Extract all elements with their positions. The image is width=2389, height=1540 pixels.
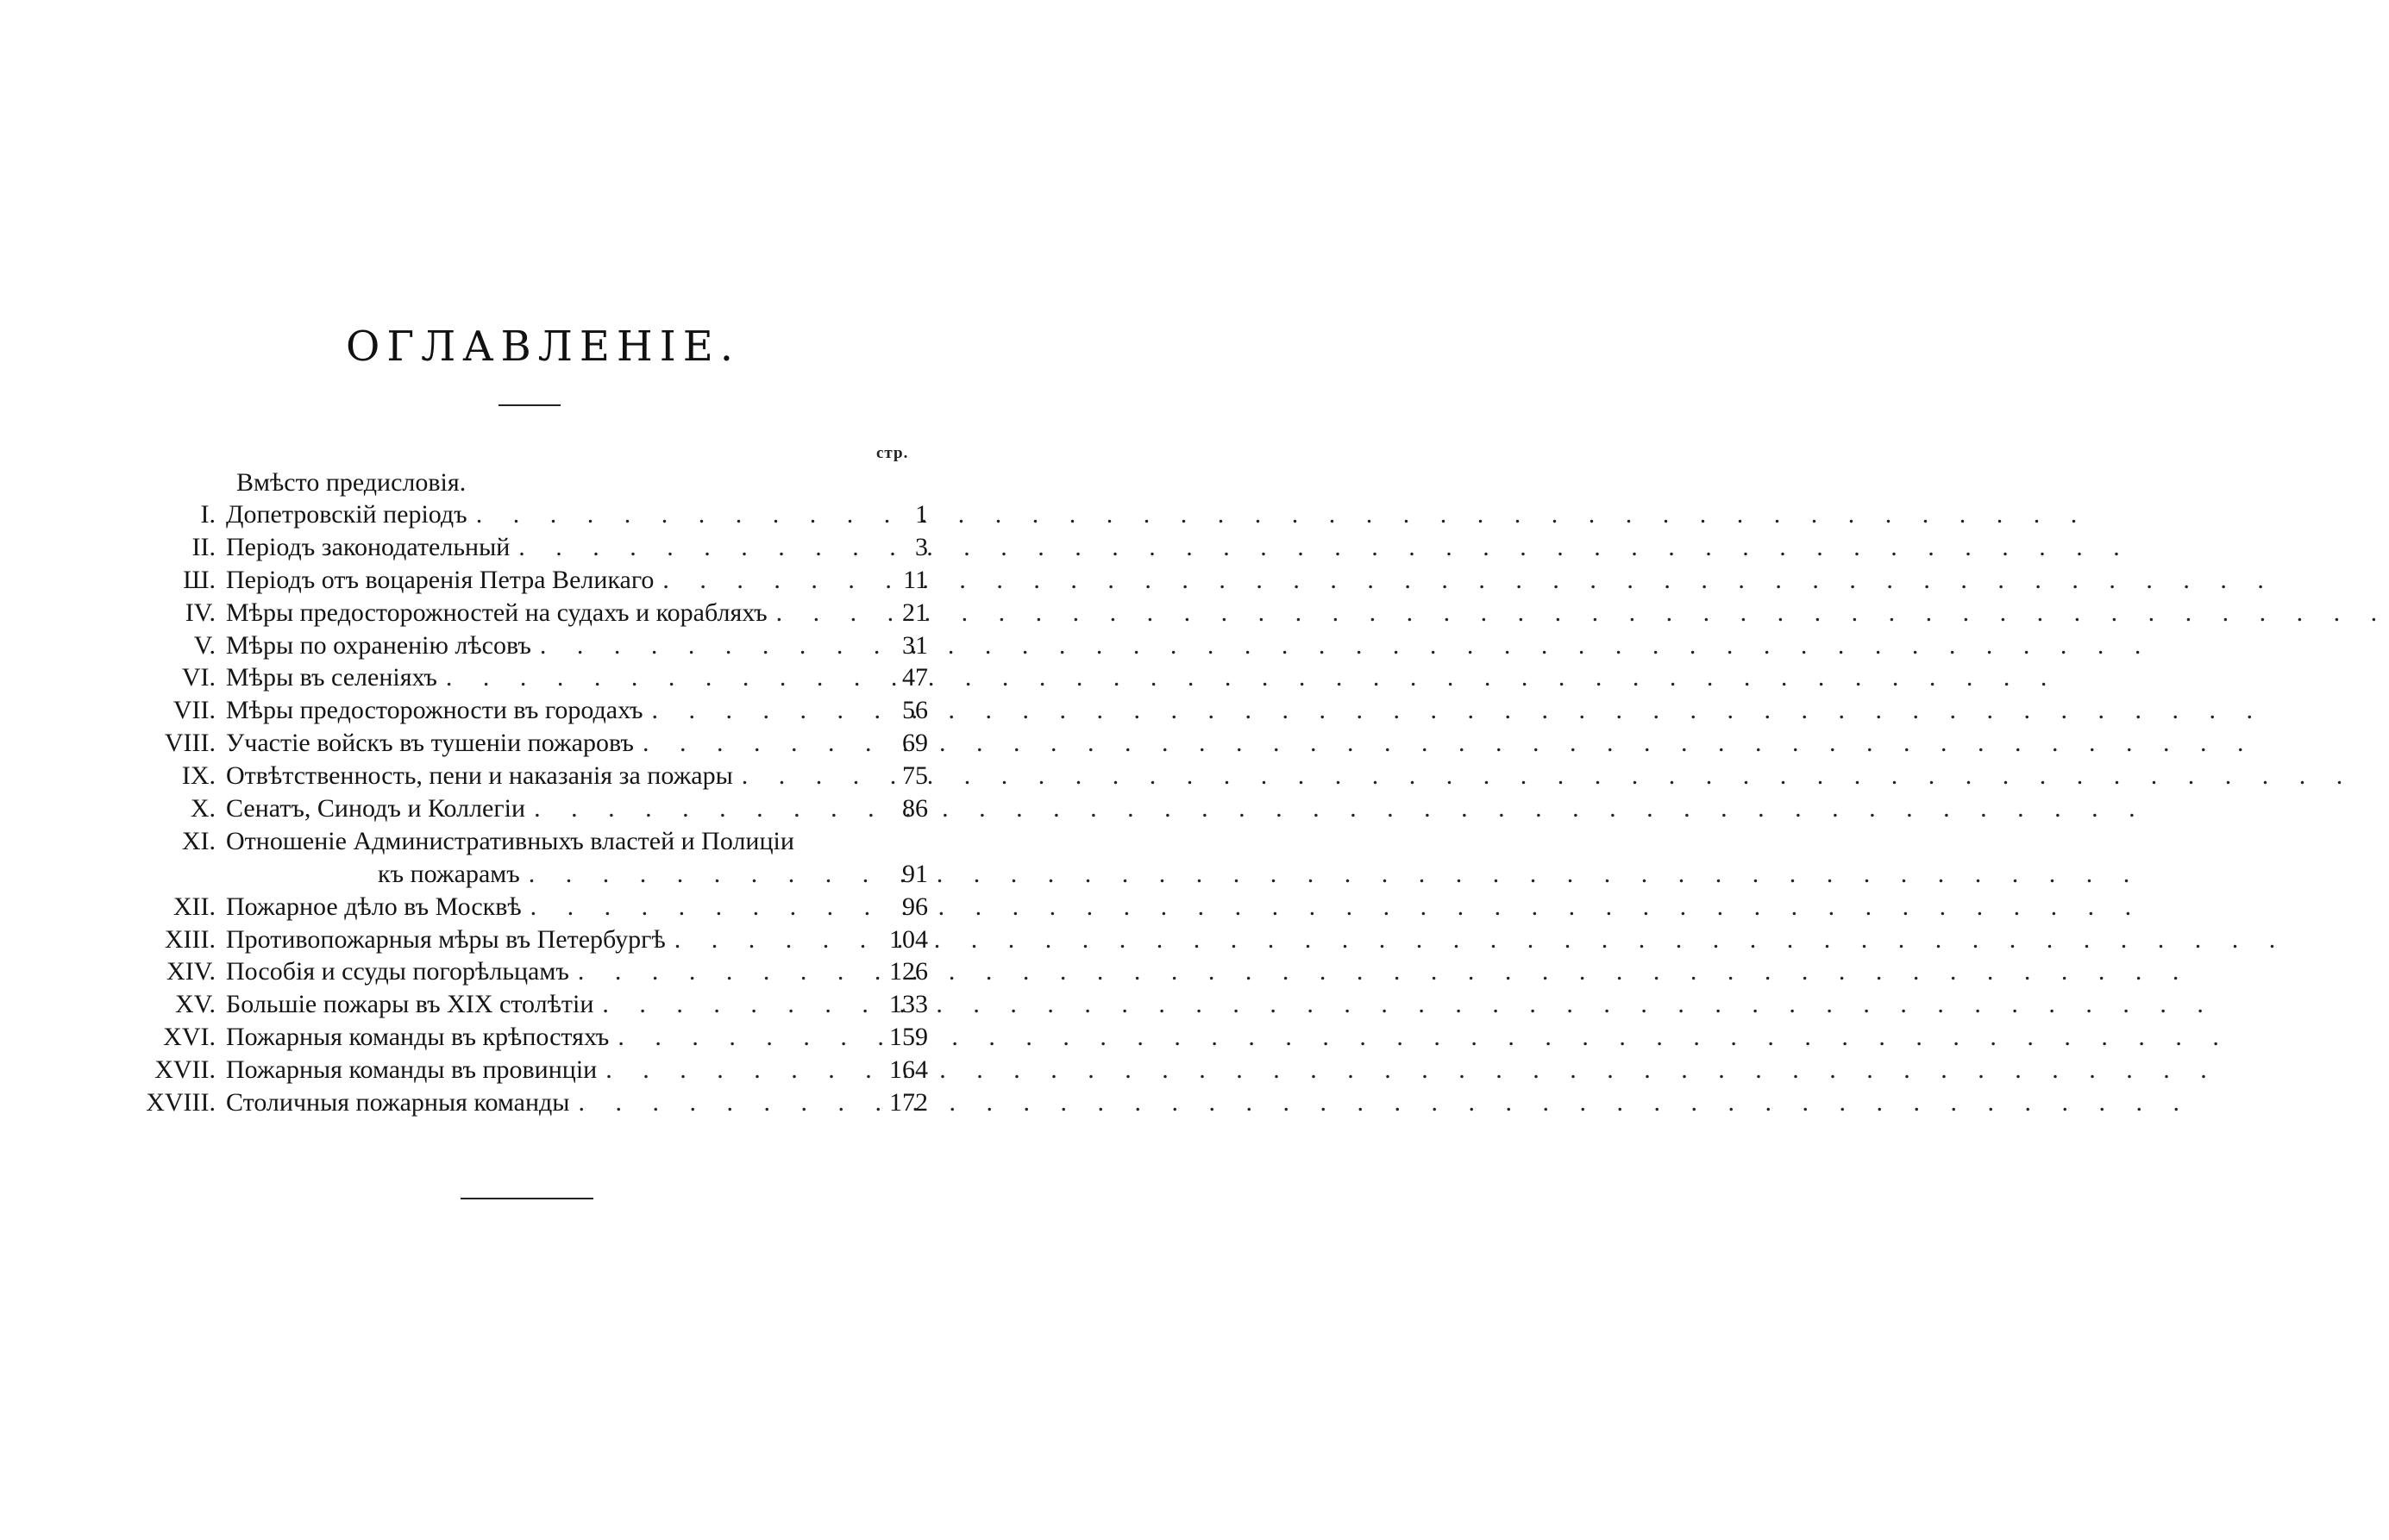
toc-entry <box>129 531 931 564</box>
chapter-title: Пожарныя команды въ провинцiи <box>226 1055 598 1085</box>
preface-entry: Вмѣсто предисловiя. <box>236 468 467 497</box>
chapter-title: Столичныя пожарныя команды <box>226 1088 570 1117</box>
dot-leader <box>437 661 869 694</box>
page-number: 91 <box>902 859 928 888</box>
dot-leader <box>510 531 869 564</box>
toc-entry <box>129 629 931 662</box>
toc-entry <box>129 988 931 1021</box>
chapter-number: VIII. <box>164 729 216 758</box>
toc-entry <box>129 923 931 956</box>
chapter-title: Мѣры предосторожностей на судахъ и корабляхъ <box>226 598 768 627</box>
chapter-title: Сенатъ, Синодъ и Коллегiи <box>226 794 526 823</box>
dot-leader <box>609 1021 869 1054</box>
toc-entry <box>129 694 931 727</box>
title-divider <box>498 404 561 406</box>
chapter-title: Отвѣтственность, пени и наказанiя за пожары <box>226 761 733 791</box>
page-column-header: стр. <box>876 444 909 462</box>
dot-leader <box>597 1054 869 1086</box>
chapter-number: XI. <box>181 826 216 855</box>
toc-entry <box>129 597 931 629</box>
toc-entry <box>129 955 931 988</box>
chapter-title: Мѣры въ селенiяхъ <box>226 663 437 692</box>
toc-entry <box>129 1021 931 1054</box>
chapter-title: Пособiя и ссуды погорѣльцамъ <box>226 957 569 986</box>
page-number: 3 <box>915 532 928 561</box>
chapter-number: Ш. <box>183 565 216 594</box>
dot-leader <box>768 597 869 629</box>
chapter-number: II. <box>191 532 216 561</box>
toc-entry <box>129 760 931 792</box>
page-number: 164 <box>889 1055 928 1085</box>
page-number: 56 <box>902 696 928 725</box>
page-number: 31 <box>902 630 928 660</box>
page-title: ОГЛАВЛЕНIЕ. <box>345 322 741 371</box>
toc-entry <box>129 564 931 597</box>
toc-entry <box>129 825 931 858</box>
chapter-number: I. <box>200 500 216 529</box>
chapter-number: VI. <box>181 663 216 692</box>
chapter-number: XVI. <box>163 1023 216 1052</box>
page-number: 172 <box>889 1088 928 1117</box>
chapter-title: Мѣры предосторожности въ городахъ <box>226 696 643 725</box>
chapter-number: XV. <box>175 990 216 1019</box>
table-of-contents <box>129 498 931 1119</box>
dot-leader <box>643 694 869 727</box>
page-number: 75 <box>902 761 928 791</box>
page-number: 47 <box>902 663 928 692</box>
dot-leader <box>522 891 869 923</box>
chapter-title: Допетровскiй перiодъ <box>226 500 467 529</box>
toc-entry <box>129 727 931 760</box>
chapter-title: Мѣры по охраненiю лѣсовъ <box>226 630 531 660</box>
dot-leader <box>569 1086 869 1119</box>
toc-entry <box>129 792 931 825</box>
dot-leader <box>525 792 869 825</box>
dot-leader <box>654 564 869 597</box>
chapter-number: XVII. <box>154 1055 216 1085</box>
chapter-title: Отношенiе Административныхъ властей и Полицiи <box>226 826 794 855</box>
dot-leader <box>531 629 869 662</box>
page-number: 96 <box>902 892 928 921</box>
page-number: 11 <box>903 565 928 594</box>
chapter-title: Перiодъ отъ воцаренiя Петра Великаго <box>226 565 655 594</box>
toc-entry <box>129 498 931 531</box>
chapter-number: VII. <box>172 696 216 725</box>
chapter-title: Перiодъ законодательный <box>226 532 511 561</box>
page-number: 86 <box>902 794 928 823</box>
dot-leader <box>467 498 869 531</box>
chapter-number: IX. <box>181 761 216 791</box>
chapter-number: XIII. <box>164 924 216 954</box>
chapter-number: XVIII. <box>146 1088 216 1117</box>
page-number: 69 <box>902 729 928 758</box>
page-number: 159 <box>889 1023 928 1052</box>
toc-entry <box>129 891 931 923</box>
toc-page <box>0 0 1086 1540</box>
toc-entry <box>129 661 931 694</box>
toc-entry <box>129 1054 931 1086</box>
dot-leader <box>733 760 869 792</box>
chapter-number: V. <box>193 630 216 660</box>
page-number: 126 <box>889 957 928 986</box>
page-number: 1 <box>915 500 928 529</box>
toc-entry-continuation <box>129 858 931 891</box>
dot-leader <box>666 923 869 956</box>
chapter-number: X. <box>190 794 216 823</box>
page-number: 133 <box>889 990 928 1019</box>
page-number: 104 <box>889 924 928 954</box>
closing-divider <box>461 1198 593 1199</box>
chapter-title: къ пожарамъ <box>378 859 520 888</box>
dot-leader <box>634 727 869 760</box>
chapter-title: Противопожарныя мѣры въ Петербургѣ <box>226 924 666 954</box>
chapter-title: Пожарное дѣло въ Москвѣ <box>226 892 522 921</box>
dot-leader <box>593 988 869 1021</box>
chapter-number: XII. <box>172 892 216 921</box>
page-number: 21 <box>902 598 928 627</box>
toc-entry <box>129 1086 931 1119</box>
chapter-title: Пожарныя команды въ крѣпостяхъ <box>226 1023 610 1052</box>
dot-leader <box>520 858 869 891</box>
chapter-title: Большiе пожары въ XIX столѣтiи <box>226 990 594 1019</box>
chapter-number: IV. <box>185 598 216 627</box>
chapter-number: XIV. <box>166 957 216 986</box>
chapter-title: Участiе войскъ въ тушенiи пожаровъ <box>226 729 634 758</box>
dot-leader <box>569 955 869 988</box>
